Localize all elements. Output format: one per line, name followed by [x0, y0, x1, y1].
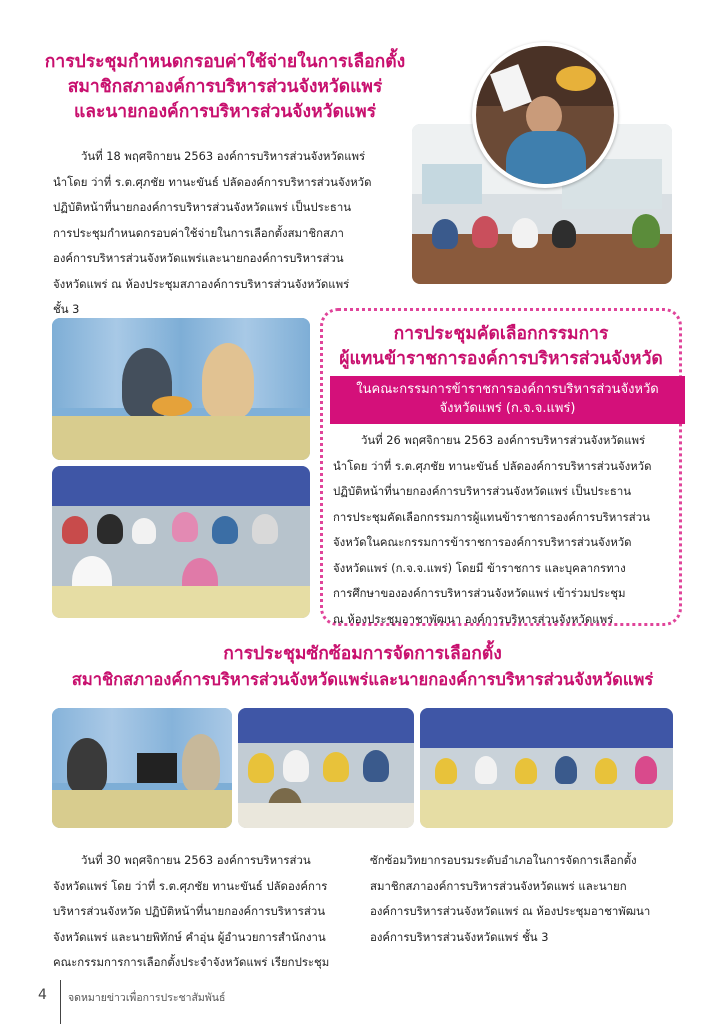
- body-line: จังหวัดในคณะกรรมการข้าราชการองค์การบริหารส่วนจังหวัด: [333, 535, 632, 549]
- body-line: ซักซ้อมวิทยากรอบรมระดับอำเภอในการจัดการเลือกตั้ง: [370, 853, 637, 867]
- body-line: บริหารส่วนจังหวัด ปฏิบัติหน้าที่นายกองค์การบริหารส่วน: [53, 904, 326, 918]
- body-line: องค์การบริหารส่วนจังหวัดแพร่ ณ ห้องประชุมอาชาพัฒนา: [370, 904, 651, 918]
- body-line: องค์การบริหารส่วนจังหวัดแพร่ ชั้น 3: [370, 929, 549, 944]
- chairman-table-photo: [52, 318, 310, 460]
- section2-band: [330, 376, 685, 424]
- body-line: คณะกรรมการการเลือกตั้งประจำจังหวัดแพร่ เรียกประชุม: [53, 955, 330, 969]
- footer-divider: [60, 980, 61, 1024]
- attendees-photo: [238, 708, 414, 828]
- body-line: นำโดย ว่าที่ ร.ต.ศุภชัย ทานะขันธ์ ปลัดองค์การบริหารส่วนจังหวัด: [53, 174, 372, 189]
- audience-photo: [52, 466, 310, 618]
- body-line: นำโดย ว่าที่ ร.ต.ศุภชัย ทานะขันธ์ ปลัดองค์การบริหารส่วนจังหวัด: [333, 458, 652, 473]
- section3-col1: [53, 848, 358, 976]
- body-line: การประชุมกำหนดกรอบค่าใช้จ่ายในการเลือกตั้งสมาชิกสภา: [53, 225, 344, 240]
- band-line: จังหวัดแพร่ (ก.จ.จ.แพร่): [439, 401, 576, 416]
- section3-col2: [370, 848, 675, 950]
- page-number: 4: [38, 987, 47, 1003]
- hall-photo: [420, 708, 673, 828]
- body-line: จังหวัดแพร่ ณ ห้องประชุมสภาองค์การบริหารส่วนจังหวัดแพร่: [53, 276, 350, 291]
- head-table-photo: [52, 708, 232, 828]
- body-line: การประชุมคัดเลือกกรรมการผู้แทนข้าราชการองค์การบริหารส่วน: [333, 509, 650, 524]
- section3-title-line: การประชุมซักซ้อมการจัดการเลือกตั้ง: [223, 644, 502, 664]
- body-line: ชั้น 3: [53, 302, 80, 316]
- section1-title-line: สมาชิกสภาองค์การบริหารส่วนจังหวัดแพร่: [67, 77, 383, 97]
- body-line: ปฏิบัติหน้าที่นายกองค์การบริหารส่วนจังหวัดแพร่ เป็นประธาน: [53, 200, 352, 214]
- section3-title: [30, 642, 695, 692]
- speaker-circle-photo: [472, 42, 618, 188]
- body-line: วันที่ 26 พฤศจิกายน 2563 องค์การบริหารส่วนจังหวัดแพร่: [361, 433, 646, 447]
- section1-body: [53, 144, 393, 323]
- section2-title-line: การประชุมคัดเลือกกรรมการ: [393, 324, 609, 344]
- body-line: วันที่ 30 พฤศจิกายน 2563 องค์การบริหารส่วน: [81, 853, 311, 867]
- footer-title: จดหมายข่าวเพื่อการประชาสัมพันธ์: [68, 992, 226, 1004]
- body-line: สมาชิกสภาองค์การบริหารส่วนจังหวัดแพร่ และนายก: [370, 878, 627, 893]
- section1-title: [40, 50, 410, 125]
- section2-title: [330, 322, 672, 372]
- section3-title-line: สมาชิกสภาองค์การบริหารส่วนจังหวัดแพร่และนายกองค์การบริหารส่วนจังหวัดแพร่: [71, 670, 654, 689]
- body-line: ปฏิบัติหน้าที่นายกองค์การบริหารส่วนจังหวัดแพร่ เป็นประธาน: [333, 484, 632, 498]
- body-line: การศึกษาขององค์การบริหารส่วนจังหวัดแพร่ เข้าร่วมประชุม: [333, 586, 626, 600]
- body-line: จังหวัดแพร่ โดย ว่าที่ ร.ต.ศุภชัย ทานะขันธ์ ปลัดองค์การ: [53, 878, 328, 893]
- section1-title-line: และนายกองค์การบริหารส่วนจังหวัดแพร่: [73, 102, 377, 122]
- section1-title-line: การประชุมกำหนดกรอบค่าใช้จ่ายในการเลือกตั้ง: [44, 52, 406, 72]
- body-line: จังหวัดแพร่ (ก.จ.จ.แพร่) โดยมี ข้าราชการ และบุคลากรทาง: [333, 560, 626, 575]
- body-line: องค์การบริหารส่วนจังหวัดแพร่และนายกองค์การบริหารส่วน: [53, 251, 344, 265]
- body-line: วันที่ 18 พฤศจิกายน 2563 องค์การบริหารส่วนจังหวัดแพร่: [81, 149, 366, 163]
- section2-body: [333, 428, 673, 632]
- section2-title-line: ผู้แทนข้าราชการองค์การบริหารส่วนจังหวัด: [339, 349, 663, 369]
- band-line: ในคณะกรรมการข้าราชการองค์การบริหารส่วนจังหวัด: [356, 382, 659, 397]
- body-line: จังหวัดแพร่ และนายพิทักษ์ คำอุ่น ผู้อำนวยการสำนักงาน: [53, 929, 326, 944]
- body-line: ณ ห้องประชุมอาชาพัฒนา องค์การบริหารส่วนจังหวัดแพร่: [333, 611, 614, 626]
